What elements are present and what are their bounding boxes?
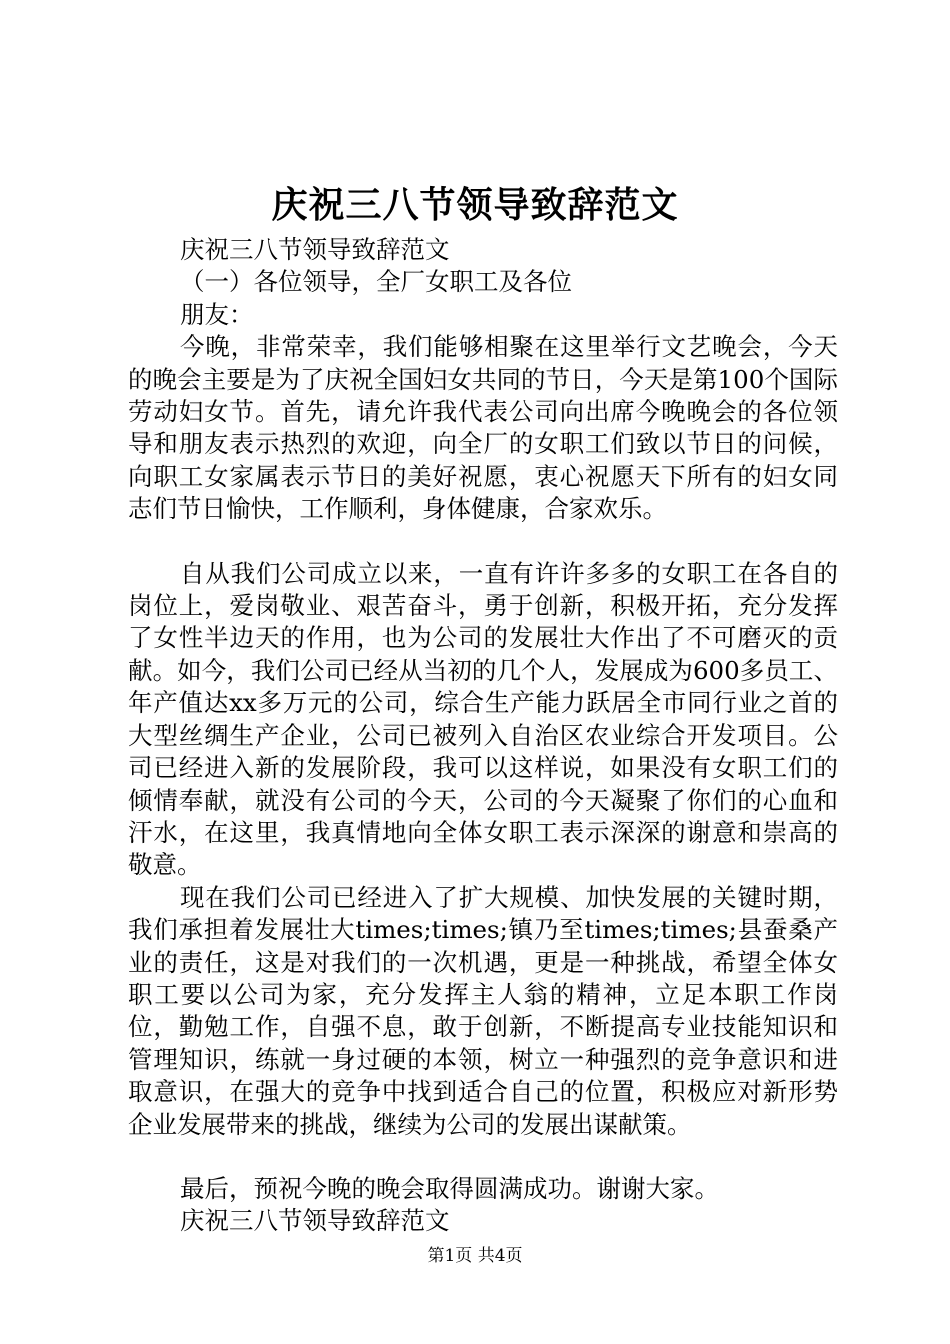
paragraph-future: 现在我们公司已经进入了扩大规模、加快发展的关键时期，我们承担着发展壮大times;times;镇乃至times;times;县蚕桑产业的责任，这是对我们的一次机遇，更是一种挑战，希望全体女职工要以公司为家，充分发挥主人翁的精神，立足本职工作岗位，勤勉工作，自强不息，敢于创新，不断提高专业技能知识和管理知识，练就一身过硬的本领，树立一种强烈的竞争意识和进取意识，在强大的竞争中找到适合自己的位置，积极应对新形势企业发展带来的挑战，继续为公司的发展出谋献策。	[128, 882, 838, 1139]
document-body	[128, 234, 838, 1238]
paragraph-opening: 今晚，非常荣幸，我们能够相聚在这里举行文艺晚会，今天的晚会主要是为了庆祝全国妇女共同的节日，今天是第100个国际劳动妇女节。首先，请允许我代表公司向出席今晚晚会的各位领导和朋友表示热烈的欢迎，向全厂的女职工们致以节日的问候，向职工女家属表示节日的美好祝愿，衷心祝愿天下所有的妇女同志们节日愉快，工作顺利，身体健康，合家欢乐。	[128, 332, 838, 524]
paragraph-repeat-title: 庆祝三八节领导致辞范文	[180, 1206, 450, 1236]
salutation-continuation: 朋友：	[180, 299, 254, 329]
salutation-line: （一）各位领导，全厂女职工及各位	[180, 267, 572, 297]
paragraph-closing: 最后，预祝今晚的晚会取得圆满成功。谢谢大家。	[180, 1173, 719, 1203]
page-number-footer: 第1页 共4页	[427, 1246, 523, 1266]
document-title: 庆祝三八节领导致辞范文	[271, 184, 679, 226]
subtitle-line: 庆祝三八节领导致辞范文	[180, 235, 450, 264]
paragraph-history: 自从我们公司成立以来，一直有许许多多的女职工在各自的岗位上，爱岗敬业、艰苦奋斗，勇于创新，积极开拓，充分发挥了女性半边天的作用，也为公司的发展壮大作出了不可磨灭的贡献。如今，我们公司已经从当初的几个人，发展成为600多员工、年产值达xx多万元的公司，综合生产能力跃居全市同行业之首的大型丝绸生产企业，公司已被列入自治区农业综合开发项目。公司已经进入新的发展阶段，我可以这样说，如果没有女职工们的倾情奉献，就没有公司的今天，公司的今天凝聚了你们的心血和汗水，在这里，我真情地向全体女职工表示深深的谢意和崇高的敬意。	[128, 558, 838, 880]
